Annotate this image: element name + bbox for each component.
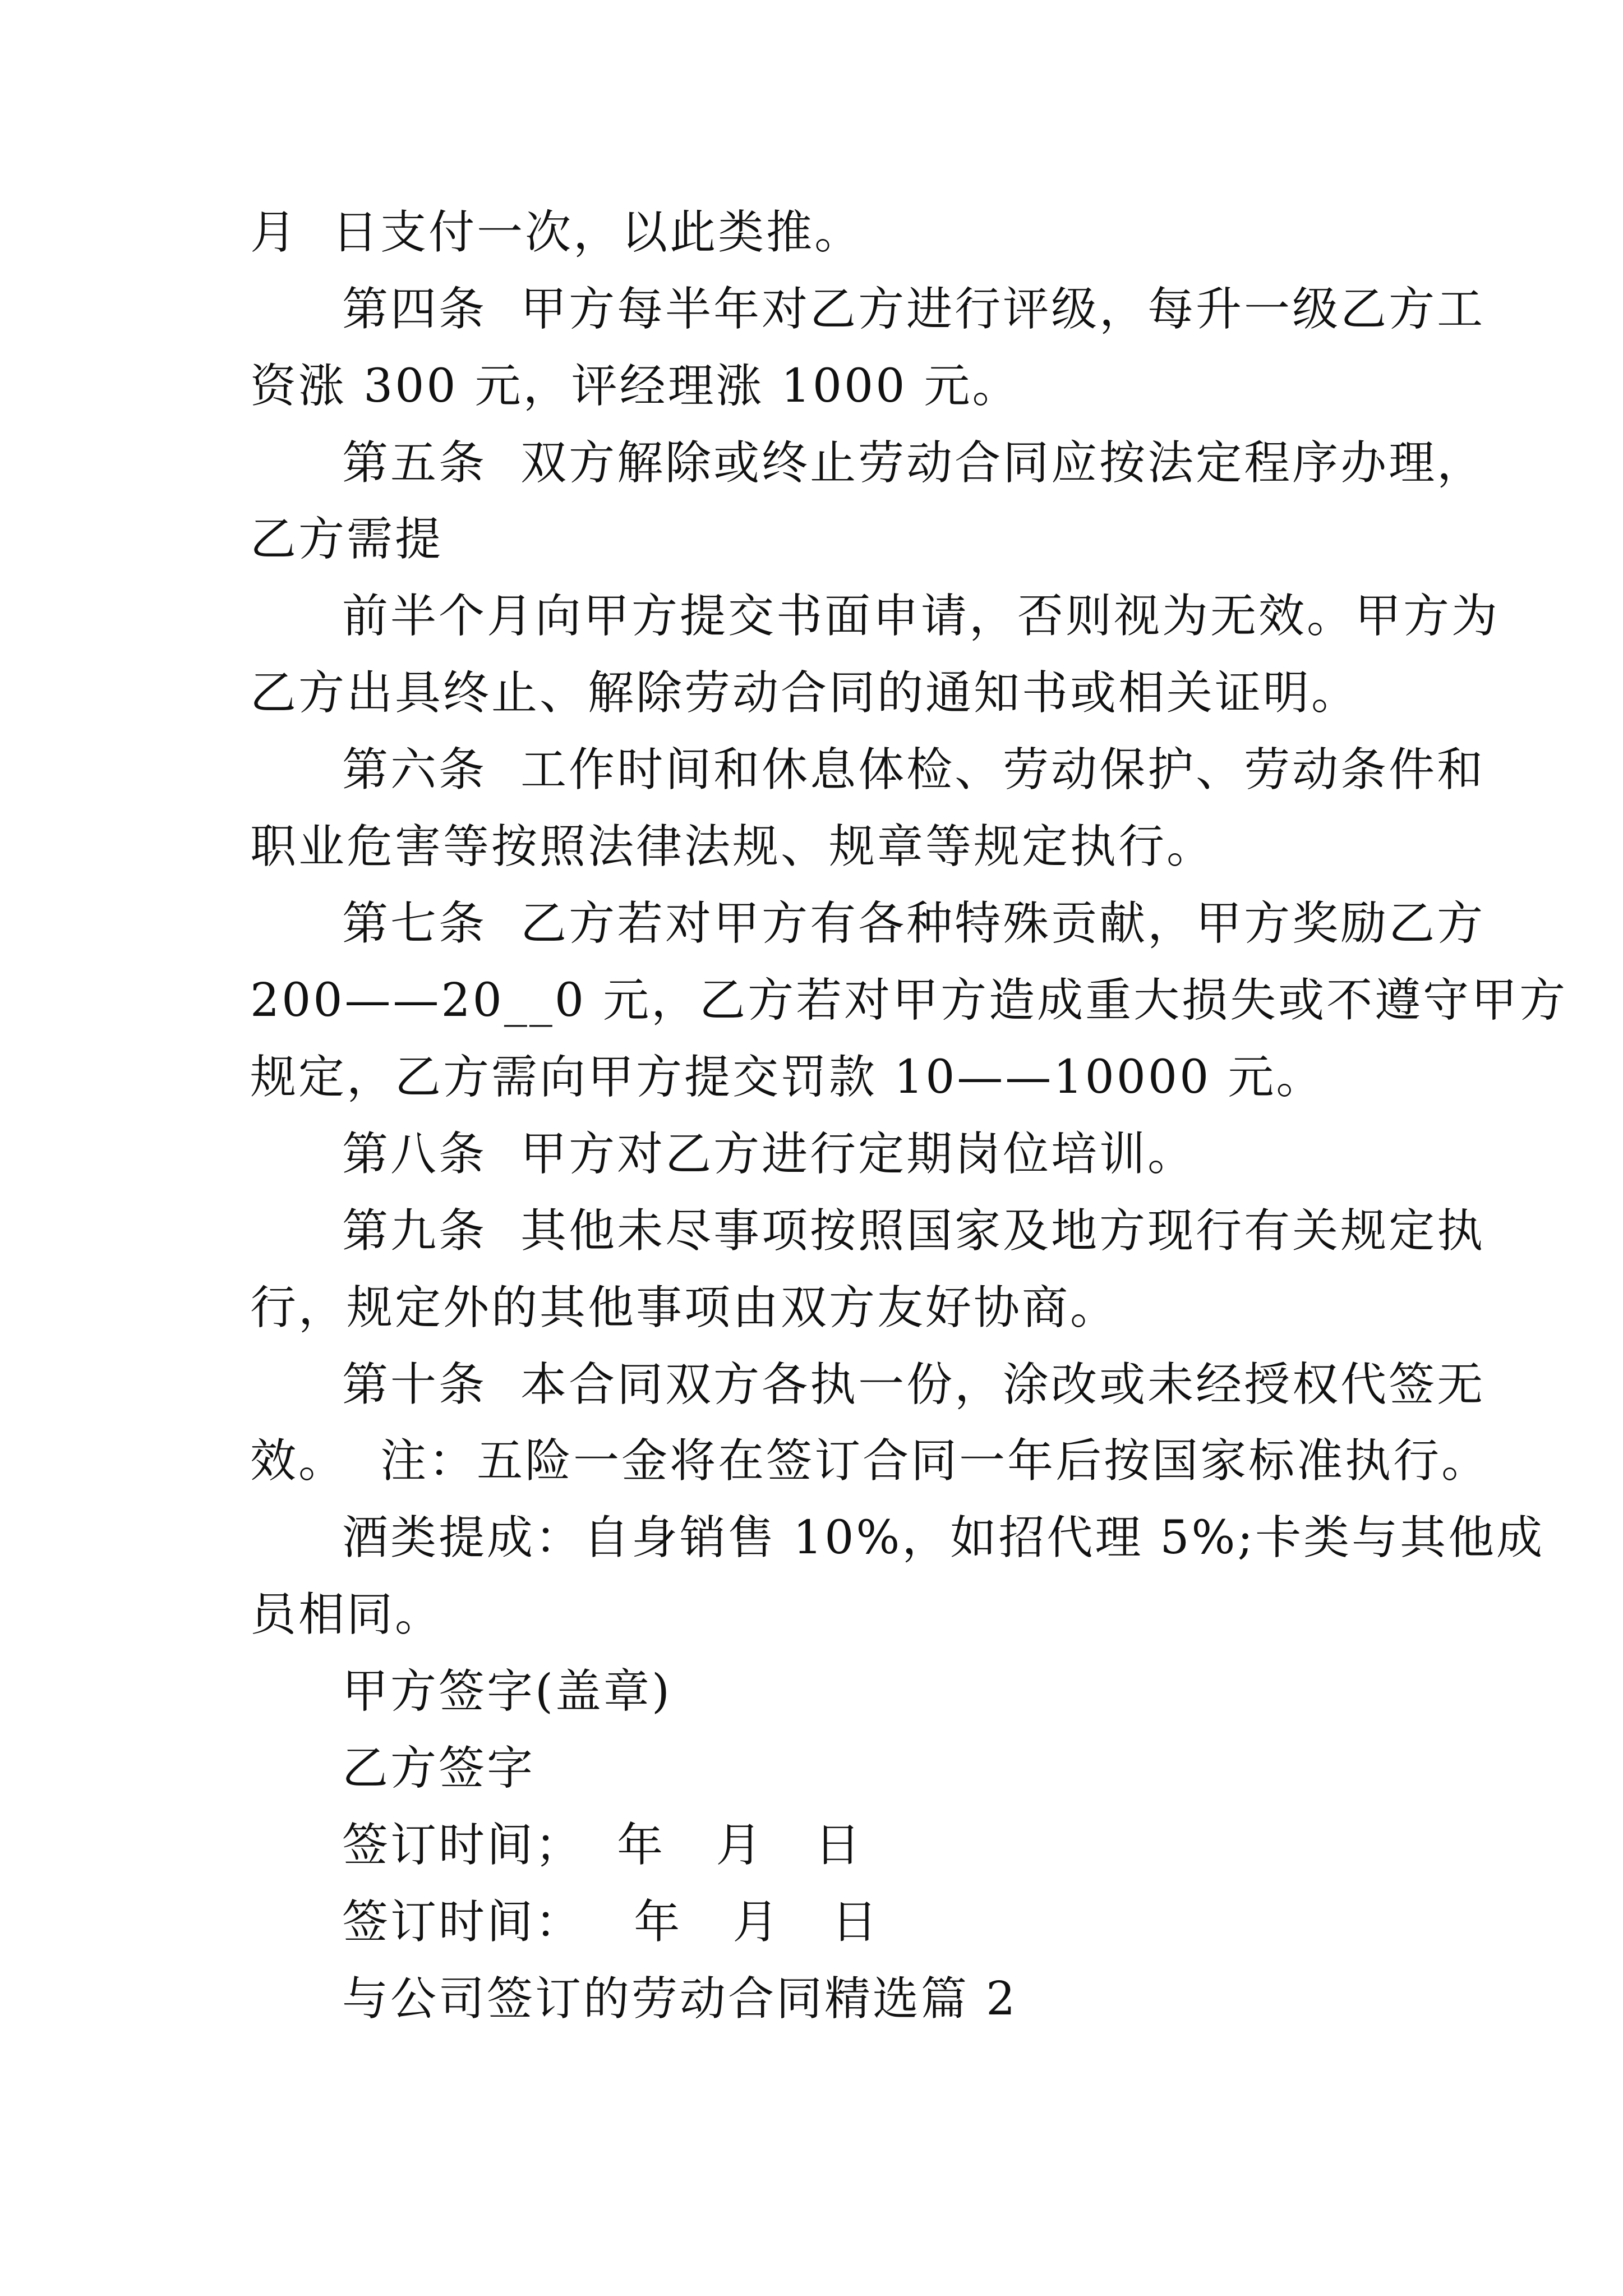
article-8-line-1: 第八条 甲方对乙方进行定期岗位培训。 bbox=[342, 1128, 1196, 1181]
article-6-line-1: 第六条 工作时间和休息体检、劳动保护、劳动条件和 bbox=[342, 743, 1486, 797]
article-5-line-4: 乙方出具终止、解除劳动合同的通知书或相关证明。 bbox=[250, 666, 1360, 720]
party-a-signature: 甲方签字(盖章) bbox=[342, 1665, 672, 1718]
article-5-line-2: 乙方需提 bbox=[250, 513, 444, 566]
article-4-line-2: 资涨 300 元，评经理涨 1000 元。 bbox=[250, 360, 1021, 413]
text-line-payment: 月 日支付一次，以此类推。 bbox=[250, 206, 863, 259]
next-section-heading: 与公司签订的劳动合同精选篇 2 bbox=[342, 1972, 1018, 2026]
article-7-line-2: 200——20__0 元，乙方若对甲方造成重大损失或不遵守甲方 bbox=[250, 974, 1568, 1027]
article-5-line-1: 第五条 双方解除或终止劳动合同应按法定程序办理， bbox=[342, 436, 1486, 490]
article-10-line-2: 效。 注：五险一金将在签订合同一年后按国家标准执行。 bbox=[250, 1434, 1490, 1488]
article-7-line-1: 第七条 乙方若对甲方有各种特殊贡献，甲方奖励乙方 bbox=[342, 897, 1486, 950]
commission-line-2: 员相同。 bbox=[250, 1588, 444, 1641]
article-9-line-1: 第九条 其他未尽事项按照国家及地方现行有关规定执 bbox=[342, 1204, 1486, 1258]
article-5-line-3: 前半个月向甲方提交书面申请，否则视为无效。甲方为 bbox=[342, 590, 1500, 643]
article-4-line-1: 第四条 甲方每半年对乙方进行评级，每升一级乙方工 bbox=[342, 283, 1486, 336]
party-b-signature: 乙方签字 bbox=[342, 1742, 536, 1795]
signing-date-1: 签订时间； 年 月 日 bbox=[342, 1819, 863, 1872]
article-10-line-1: 第十条 本合同双方各执一份，涂改或未经授权代签无 bbox=[342, 1358, 1486, 1411]
signing-date-2: 签订时间： 年 月 日 bbox=[342, 1895, 880, 1949]
article-7-line-3: 规定，乙方需向甲方提交罚款 10——10000 元。 bbox=[250, 1051, 1325, 1104]
article-6-line-2: 职业危害等按照法律法规、规章等规定执行。 bbox=[250, 820, 1215, 873]
article-9-line-2: 行，规定外的其他事项由双方友好协商。 bbox=[250, 1281, 1119, 1335]
commission-line-1: 酒类提成：自身销售 10%，如招代理 5%;卡类与其他成 bbox=[342, 1511, 1545, 1565]
